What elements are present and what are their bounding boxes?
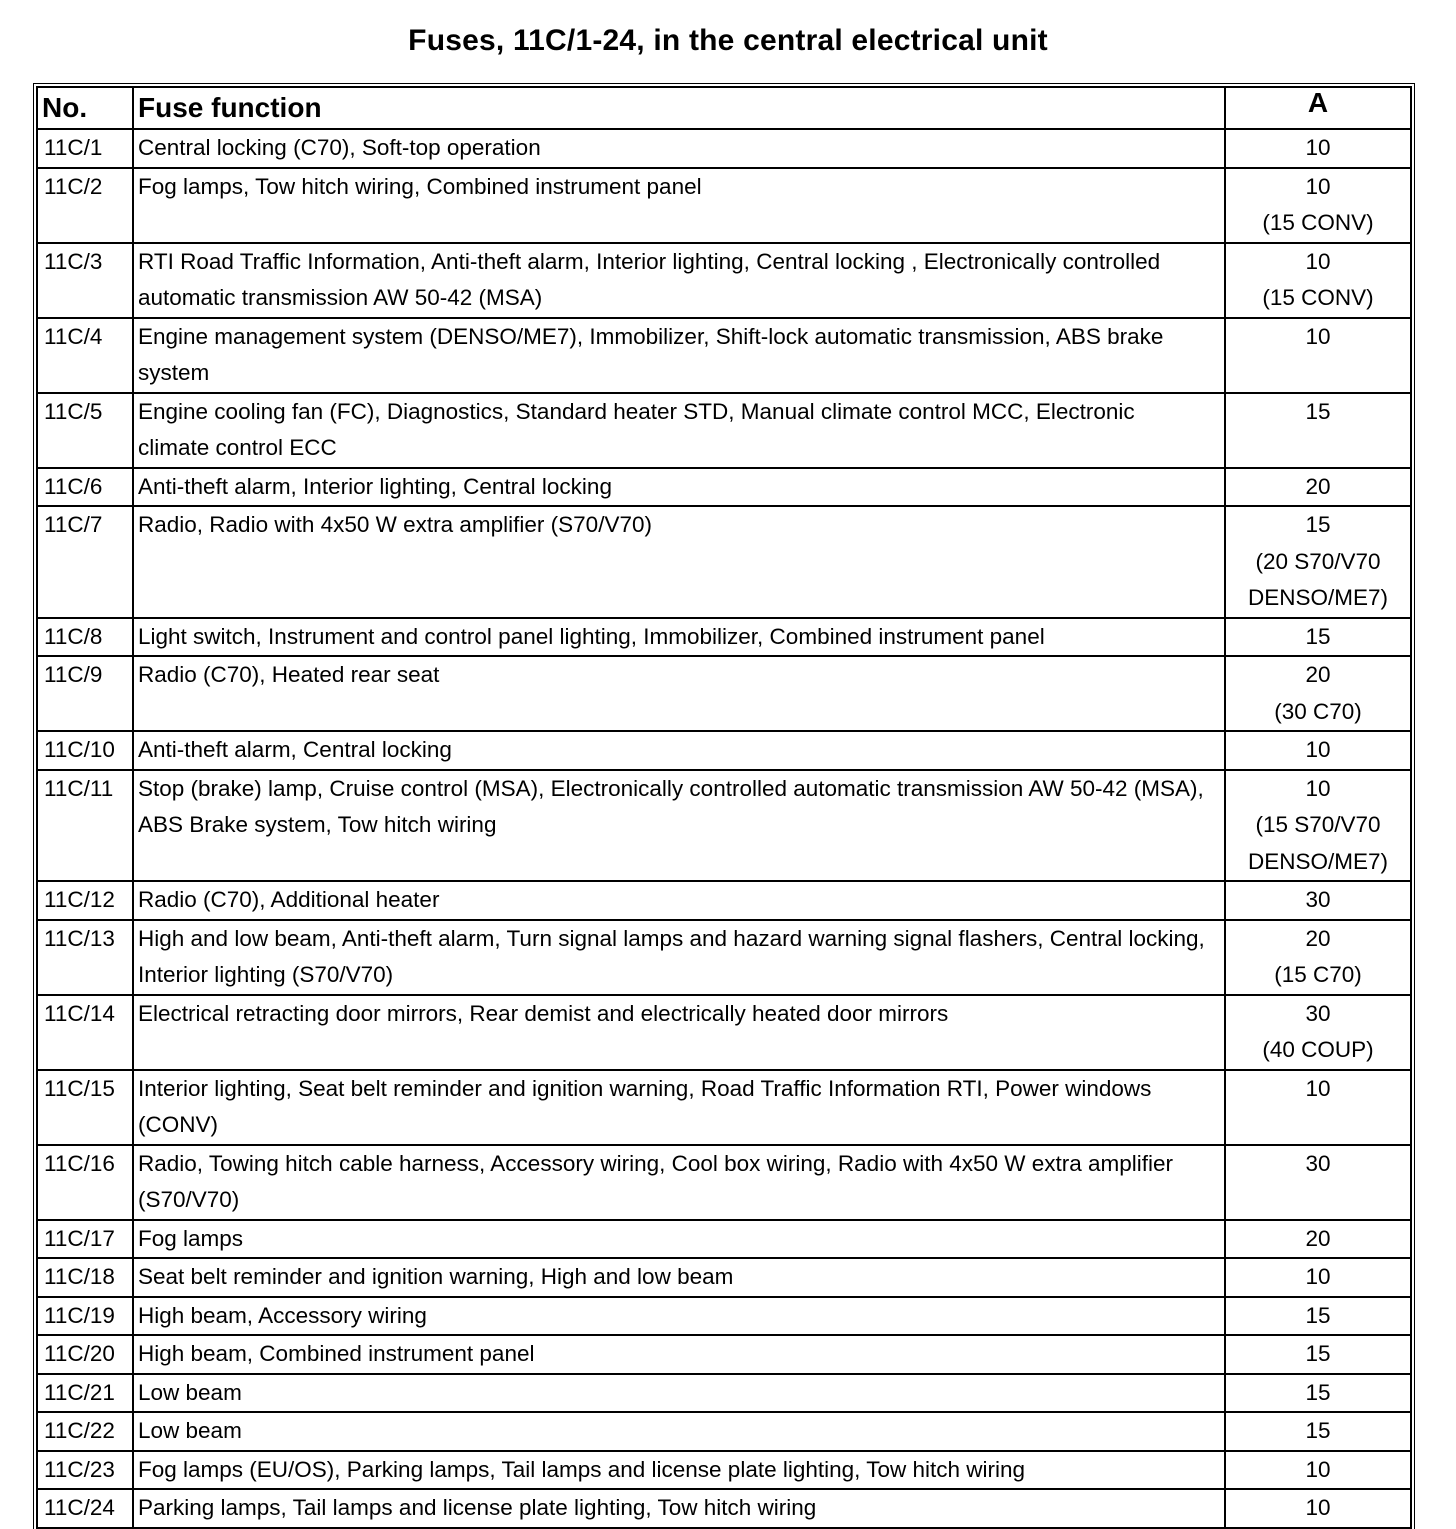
fuse-function: Interior lighting, Seat belt reminder and ignition warning, Road Traffic Information RTI, Power windows (CONV) xyxy=(133,1070,1225,1145)
amperage-value: 20 xyxy=(1305,925,1331,951)
fuse-amperage xyxy=(1225,731,1411,770)
fuse-function: Anti-theft alarm, Interior lighting, Central locking xyxy=(133,468,1225,507)
fuse-amperage xyxy=(1225,995,1411,1070)
table-row xyxy=(37,1335,1411,1374)
fuse-amperage xyxy=(1225,468,1411,507)
fuse-function: High beam, Accessory wiring xyxy=(133,1297,1225,1336)
amperage-value: (15 CONV) xyxy=(1262,285,1374,310)
amperage-value: 10 xyxy=(1305,1456,1331,1482)
fuse-amperage xyxy=(1225,243,1411,318)
table-row xyxy=(37,1297,1411,1336)
table-header-row xyxy=(37,87,1411,129)
table-row xyxy=(37,129,1411,168)
fuse-amperage xyxy=(1225,1258,1411,1297)
fuse-number: 11C/1 xyxy=(37,129,133,168)
amperage-value: 15 xyxy=(1305,1379,1331,1405)
amperage-value: 30 xyxy=(1305,1150,1331,1176)
amperage-value: 20 xyxy=(1305,1225,1331,1251)
amperage-value: (20 S70/V70 xyxy=(1255,548,1381,574)
amperage-value: 10 xyxy=(1305,1075,1331,1101)
table-row xyxy=(37,393,1411,468)
fuse-amperage xyxy=(1225,1489,1411,1528)
amperage-value: 15 xyxy=(1305,512,1331,537)
table-row xyxy=(37,881,1411,920)
fuse-number: 11C/22 xyxy=(37,1412,133,1451)
table-row xyxy=(37,731,1411,770)
table-row xyxy=(37,1412,1411,1451)
fuse-function: Fog lamps (EU/OS), Parking lamps, Tail lamps and license plate lighting, Tow hitch wiring xyxy=(133,1451,1225,1490)
amperage-value: 10 xyxy=(1305,173,1331,199)
amperage-value: DENSO/ME7) xyxy=(1247,848,1389,874)
fuse-function: Stop (brake) lamp, Cruise control (MSA), Electronically controlled automatic transmission AW 50-42 (MSA), ABS Brake system, Tow hitch wiring xyxy=(133,770,1225,882)
fuse-amperage xyxy=(1225,168,1411,243)
amperage-value: 10 xyxy=(1305,737,1331,762)
fuse-function: Anti-theft alarm, Central locking xyxy=(133,731,1225,770)
fuse-amperage xyxy=(1225,770,1411,882)
amperage-value: 15 xyxy=(1305,1302,1331,1328)
fuse-number: 11C/2 xyxy=(37,168,133,243)
fuse-function: High and low beam, Anti-theft alarm, Turn signal lamps and hazard warning signal flashers, Central locking, Interior lighting (S70/V70) xyxy=(133,920,1225,995)
fuse-function: Light switch, Instrument and control panel lighting, Immobilizer, Combined instrument panel xyxy=(133,618,1225,657)
fuse-amperage xyxy=(1225,1451,1411,1490)
fuse-number: 11C/21 xyxy=(37,1374,133,1413)
table-row xyxy=(37,468,1411,507)
amperage-value: 15 xyxy=(1305,1418,1331,1443)
fuse-amperage xyxy=(1225,656,1411,731)
fuse-amperage xyxy=(1225,881,1411,920)
fuse-function: Radio (C70), Additional heater xyxy=(133,881,1225,920)
fuse-function: Radio, Towing hitch cable harness, Accessory wiring, Cool box wiring, Radio with 4x50 W extra amplifier (S70/V70) xyxy=(133,1145,1225,1220)
amperage-value: 10 xyxy=(1305,1495,1331,1520)
table-row xyxy=(37,1258,1411,1297)
fuse-amperage xyxy=(1225,1070,1411,1145)
amperage-value: (40 COUP) xyxy=(1262,1037,1374,1062)
fuse-function: Radio, Radio with 4x50 W extra amplifier (S70/V70) xyxy=(133,506,1225,618)
table-row xyxy=(37,920,1411,995)
fuse-amperage xyxy=(1225,506,1411,618)
amperage-value: 15 xyxy=(1305,1341,1331,1366)
fuse-number: 11C/8 xyxy=(37,618,133,657)
fuse-function: Fog lamps xyxy=(133,1220,1225,1259)
fuse-amperage xyxy=(1225,318,1411,393)
table-row xyxy=(37,506,1411,618)
fuse-function: Seat belt reminder and ignition warning, High and low beam xyxy=(133,1258,1225,1297)
table-row xyxy=(37,1220,1411,1259)
amperage-value: 15 xyxy=(1305,623,1331,649)
fuse-number: 11C/24 xyxy=(37,1489,133,1528)
fuse-amperage xyxy=(1225,618,1411,657)
fuse-function: Central locking (C70), Soft-top operation xyxy=(133,129,1225,168)
fuse-number: 11C/6 xyxy=(37,468,133,507)
fuse-number: 11C/7 xyxy=(37,506,133,618)
fuse-number: 11C/4 xyxy=(37,318,133,393)
amperage-value: 10 xyxy=(1305,248,1331,274)
amperage-value: 20 xyxy=(1305,662,1331,687)
table-row xyxy=(37,1489,1411,1528)
fuse-function: Low beam xyxy=(133,1412,1225,1451)
fuse-amperage xyxy=(1225,129,1411,168)
fuse-number: 11C/19 xyxy=(37,1297,133,1336)
amperage-value: (15 S70/V70 xyxy=(1255,812,1381,837)
header-no: No. xyxy=(37,87,133,129)
amperage-value: 10 xyxy=(1305,775,1331,801)
header-fuse-function: Fuse function xyxy=(133,87,1225,129)
amperage-value: 15 xyxy=(1305,398,1331,424)
fuse-number: 11C/11 xyxy=(37,770,133,882)
amperage-value: (15 C70) xyxy=(1274,962,1362,987)
fuse-number: 11C/20 xyxy=(37,1335,133,1374)
fuse-function: Fog lamps, Tow hitch wiring, Combined instrument panel xyxy=(133,168,1225,243)
table-row xyxy=(37,1451,1411,1490)
table-row xyxy=(37,1145,1411,1220)
fuse-amperage xyxy=(1225,1412,1411,1451)
fuse-number: 11C/12 xyxy=(37,881,133,920)
table-row xyxy=(37,1070,1411,1145)
fuse-number: 11C/23 xyxy=(37,1451,133,1490)
amperage-value: (30 C70) xyxy=(1274,698,1362,724)
fuse-number: 11C/16 xyxy=(37,1145,133,1220)
fuse-function: Engine cooling fan (FC), Diagnostics, Standard heater STD, Manual climate control MCC, Electronic climate control ECC xyxy=(133,393,1225,468)
amperage-value: 10 xyxy=(1305,135,1331,160)
fuse-function: Engine management system (DENSO/ME7), Immobilizer, Shift-lock automatic transmission, ABS brake system xyxy=(133,318,1225,393)
fuse-amperage xyxy=(1225,1297,1411,1336)
table-row xyxy=(37,618,1411,657)
amperage-value: 20 xyxy=(1305,473,1331,499)
fuse-amperage xyxy=(1225,1145,1411,1220)
amperage-value: (15 CONV) xyxy=(1262,210,1374,235)
amperage-value: 30 xyxy=(1305,887,1331,912)
fuse-number: 11C/15 xyxy=(37,1070,133,1145)
amperage-value: DENSO/ME7) xyxy=(1247,585,1389,610)
table-row xyxy=(37,656,1411,731)
fuse-table xyxy=(36,86,1412,1529)
fuse-number: 11C/17 xyxy=(37,1220,133,1259)
fuse-function: Parking lamps, Tail lamps and license plate lighting, Tow hitch wiring xyxy=(133,1489,1225,1528)
fuse-function: High beam, Combined instrument panel xyxy=(133,1335,1225,1374)
table-row xyxy=(37,995,1411,1070)
header-amps: A xyxy=(1225,87,1411,129)
table-row xyxy=(37,1374,1411,1413)
page-title: Fuses, 11C/1-24, in the central electrical unit xyxy=(408,24,1048,57)
fuse-number: 11C/14 xyxy=(37,995,133,1070)
table-row xyxy=(37,168,1411,243)
fuse-function: Electrical retracting door mirrors, Rear demist and electrically heated door mirrors xyxy=(133,995,1225,1070)
fuse-amperage xyxy=(1225,920,1411,995)
amperage-value: 10 xyxy=(1305,1264,1331,1289)
amperage-value: 30 xyxy=(1305,1000,1331,1026)
fuse-amperage xyxy=(1225,1335,1411,1374)
fuse-amperage xyxy=(1225,393,1411,468)
fuse-amperage xyxy=(1225,1220,1411,1259)
fuse-amperage xyxy=(1225,1374,1411,1413)
fuse-number: 11C/5 xyxy=(37,393,133,468)
fuse-number: 11C/18 xyxy=(37,1258,133,1297)
fuse-number: 11C/13 xyxy=(37,920,133,995)
fuse-function: Low beam xyxy=(133,1374,1225,1413)
table-row xyxy=(37,318,1411,393)
fuse-function: RTI Road Traffic Information, Anti-theft alarm, Interior lighting, Central locking , Electronically controlled automatic transmission AW 50-42 (MSA) xyxy=(133,243,1225,318)
fuse-number: 11C/3 xyxy=(37,243,133,318)
fuse-number: 11C/9 xyxy=(37,656,133,731)
table-row xyxy=(37,770,1411,882)
amperage-value: 10 xyxy=(1305,323,1331,349)
fuse-function: Radio (C70), Heated rear seat xyxy=(133,656,1225,731)
fuse-table-body xyxy=(37,129,1411,1528)
fuse-number: 11C/10 xyxy=(37,731,133,770)
table-row xyxy=(37,243,1411,318)
